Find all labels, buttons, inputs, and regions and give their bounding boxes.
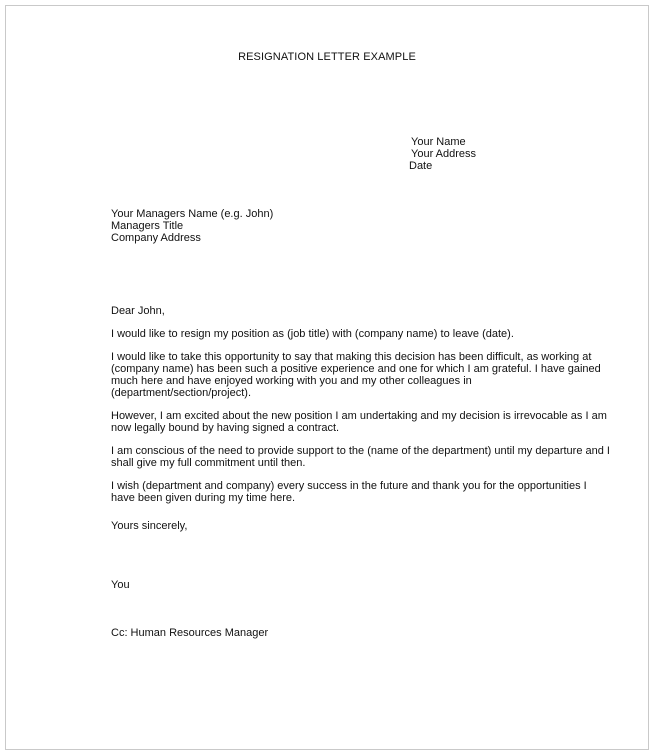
paragraph-1: I would like to resign my position as (job title) with (company name) to leave (date). xyxy=(111,328,514,340)
salutation: Dear John, xyxy=(111,305,165,317)
paragraph-5: I wish (department and company) every success in the future and thank you for the opportunities I have been given during my time here. xyxy=(111,480,587,504)
closing: Yours sincerely, xyxy=(111,520,188,532)
recipient-block xyxy=(111,208,273,244)
letter-page xyxy=(5,5,649,750)
sender-name: Your Name xyxy=(411,136,466,148)
sender-block xyxy=(411,136,476,172)
recipient-address: Company Address xyxy=(111,232,201,244)
recipient-name: Your Managers Name (e.g. John) xyxy=(111,208,274,220)
paragraph-2: I would like to take this opportunity to say that making this decision has been difficult, as working at (company name) has been such a positive experience and one for which I am grateful. I have gained much here and have enjoyed working with you and my other colleagues in (department/section/project). xyxy=(111,351,601,399)
cc-line: Cc: Human Resources Manager xyxy=(111,627,269,639)
sender-date: Date xyxy=(409,160,433,172)
letter-body xyxy=(111,305,611,515)
paragraph-3: However, I am excited about the new position I am undertaking and my decision is irrevocable as I am now legally bound by having signed a contract. xyxy=(111,410,607,434)
document-title: RESIGNATION LETTER EXAMPLE xyxy=(238,51,416,63)
signature: You xyxy=(111,579,130,591)
sender-address: Your Address xyxy=(411,148,477,160)
paragraph-4: I am conscious of the need to provide support to the (name of the department) until my departure and I shall give my full commitment until then. xyxy=(111,445,610,469)
recipient-title: Managers Title xyxy=(111,220,184,232)
